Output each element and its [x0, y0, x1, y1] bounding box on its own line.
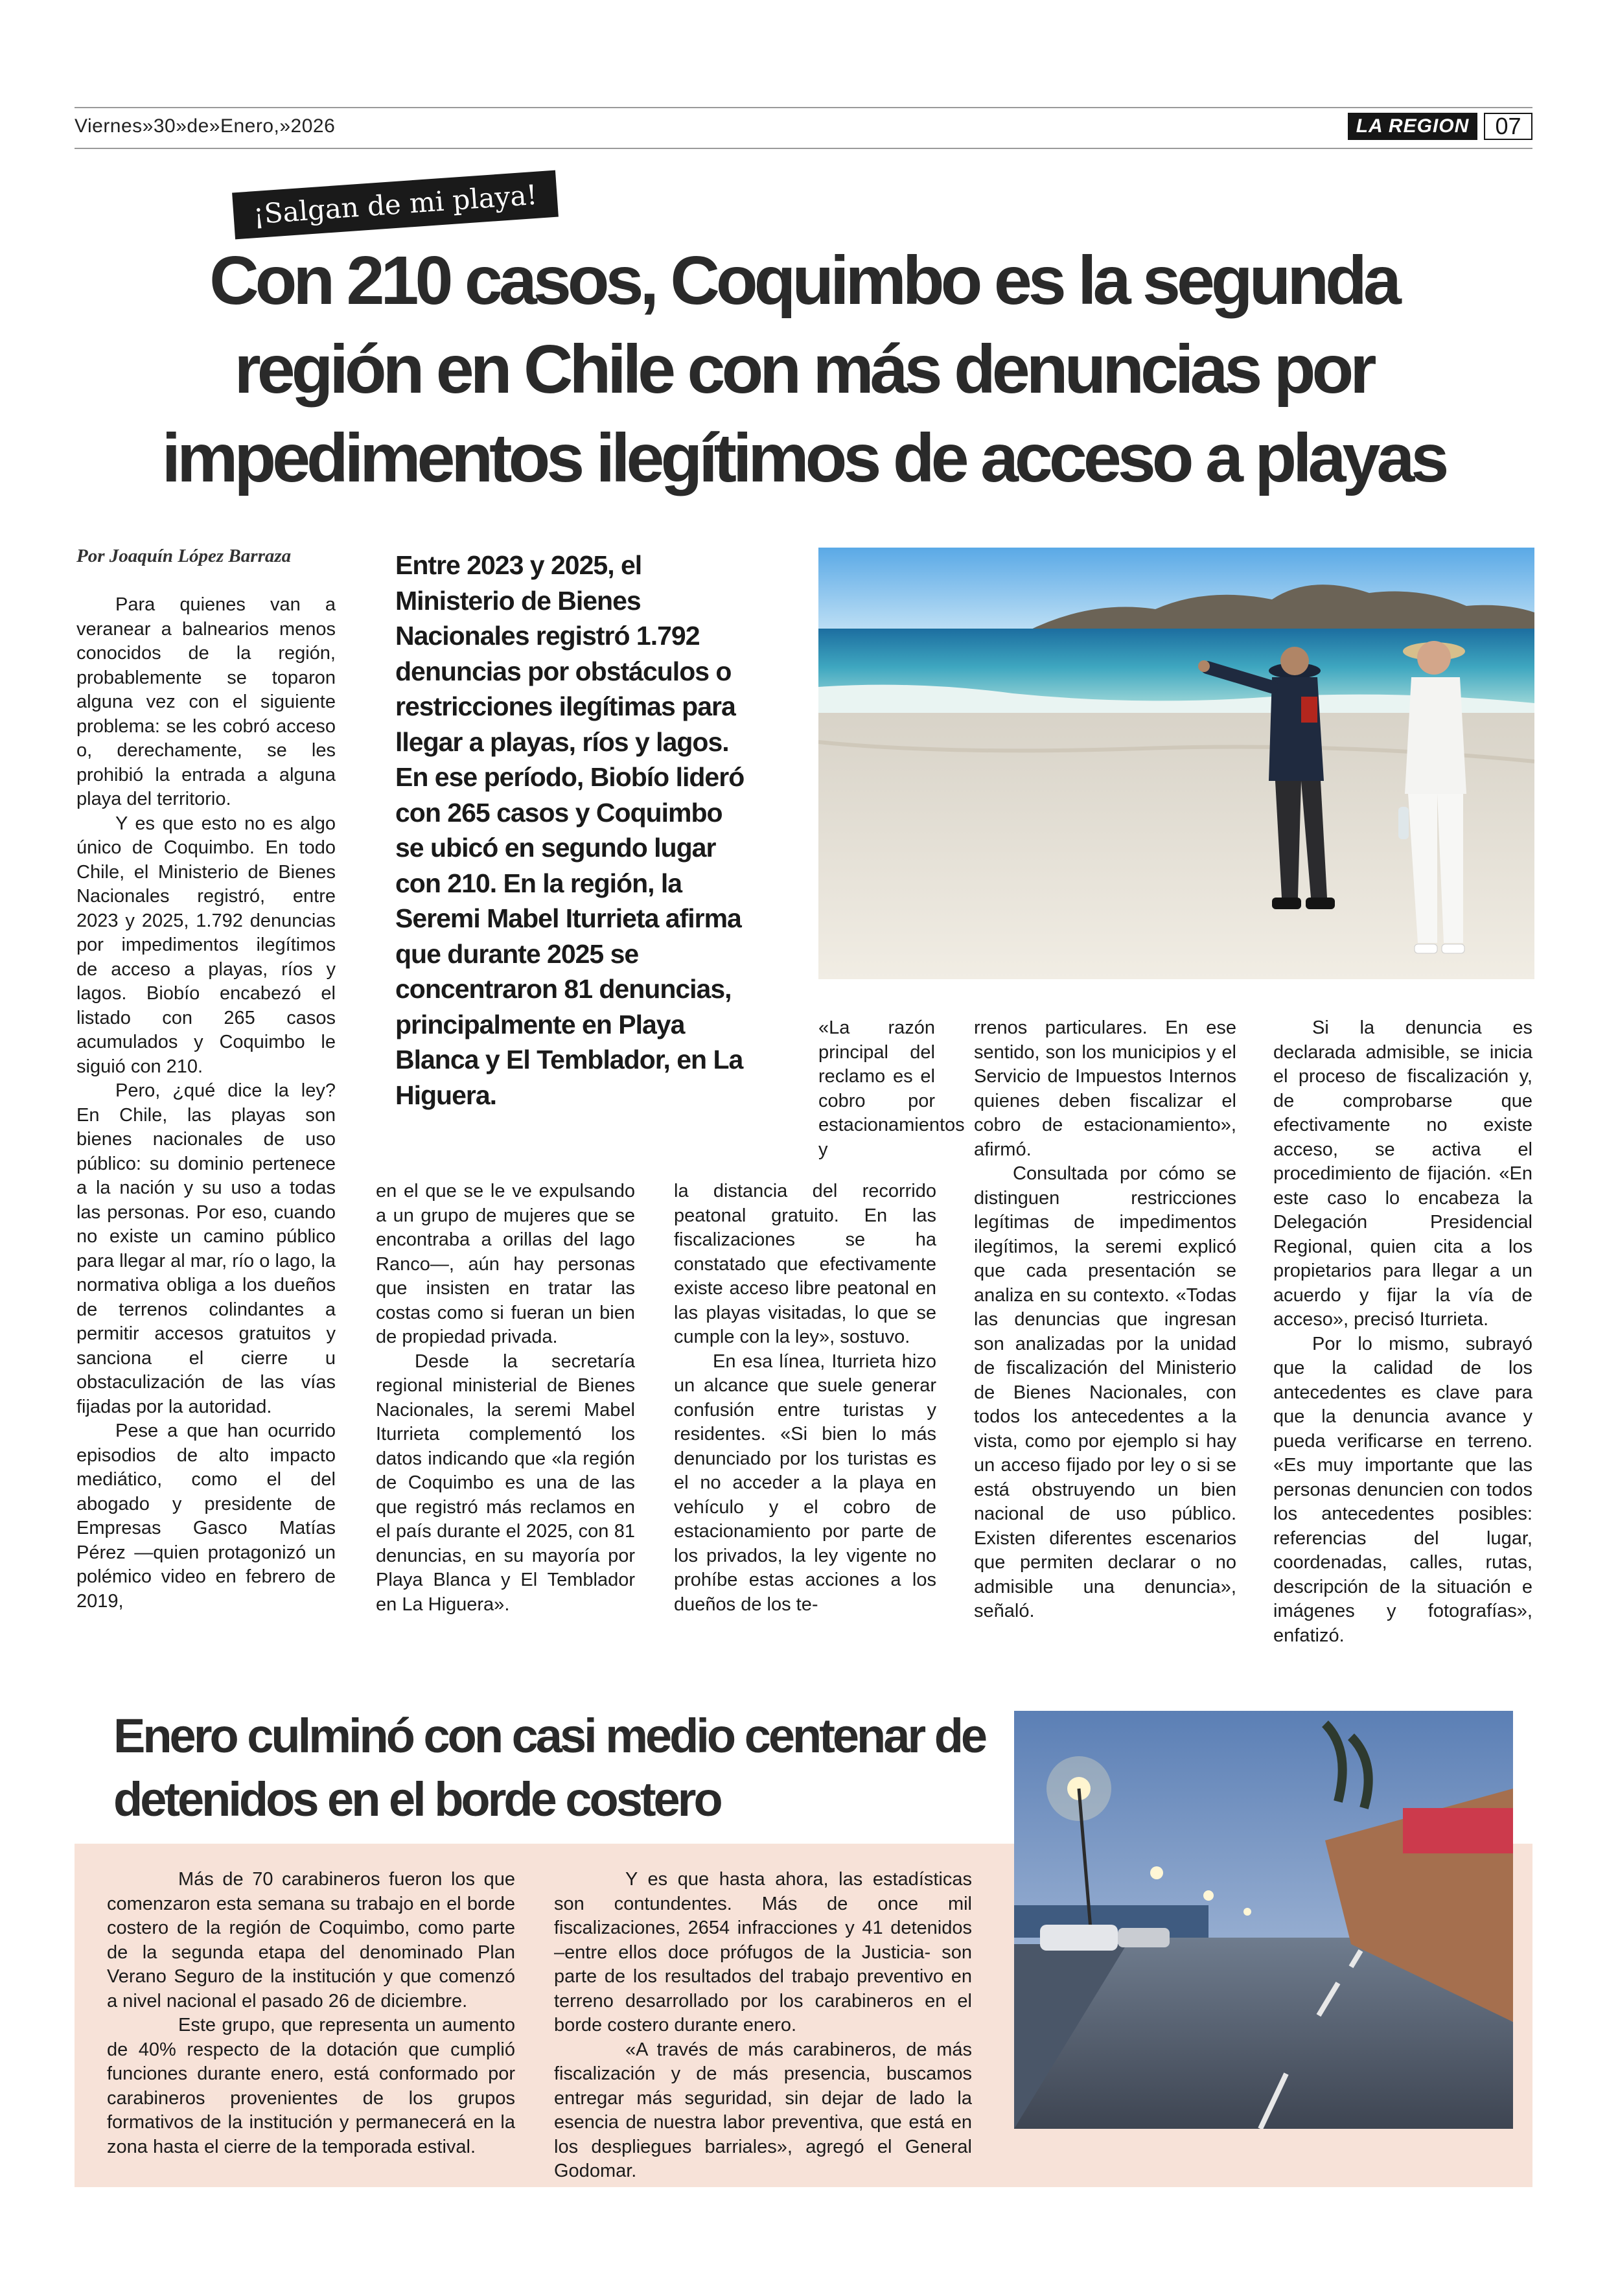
- article-column-4: [974, 1016, 1236, 1624]
- paragraph: Pero, ¿qué dice la ley? En Chile, las playas son bienes nacionales de uso público: su dominio pertenece a la nación y su uso a todas las personas. Por eso, cuando no existe un camino público para llegar al mar, río o lago, la normativa obliga a los dueños de terrenos colindantes a permitir accesos gratuitos y sanciona el cierre u obstaculización de las vías fijadas por la autoridad.: [76, 1080, 336, 1417]
- article-column-2: [376, 1179, 635, 1617]
- paragraph: la distancia del recorrido peatonal gratuito. En las fiscalizaciones se ha constatado que efectivamente existe acceso libre peatonal en las playas visitadas, lo que se cumple con la ley», sostuvo.: [674, 1181, 936, 1347]
- article-byline: Por Joaquín López Barraza: [76, 546, 292, 566]
- paragraph: Más de 70 carabineros fueron los que comenzaron esta semana su trabajo en el borde costero de la región de Coquimbo, como parte de la segunda etapa del denominado Plan Verano Seguro de la institución y que comenzó a nivel nacional el pasado 26 de diciembre.: [107, 1869, 515, 2012]
- paragraph: En esa línea, Iturrieta hizo un alcance que suele generar confusión entre turistas y residentes. «Si bien lo más denunciado por los turistas es el no acceder a la playa en vehículo y el cobro de estacionamiento por parte de los privados, la ley vigente no prohíbe estas acciones a los dueños de los te-: [674, 1351, 936, 1615]
- article-headline: Con 210 casos, Coquimbo es la segunda región en Chile con más denuncias por impedimentos ilegítimos de acceso a playas: [161, 242, 1446, 496]
- paragraph: Y es que esto no es algo único de Coquimbo. En todo Chile, el Ministerio de Bienes Nacionales registró, entre 2023 y 2025, 1.792 denuncias por impedimentos ilegítimos de acceso a playas, ríos y lagos. Biobío encabezó el listado con 265 casos acumulados y Coquimbo le siguió con 210.: [76, 813, 336, 1077]
- article-column-3-top: «La razón principal del reclamo es el cobro por estacionamientos y: [818, 1017, 965, 1160]
- header-bottom-rule: [75, 148, 1532, 149]
- paragraph: «A través de más carabineros, de más fiscalización y de más presencia, buscamos entregar más seguridad, sin dejar de lado la esencia de nuestra labor preventiva, que está en los despliegues barriales», agregó el General Godomar.: [554, 2039, 972, 2181]
- header-date: Viernes»30»de»Enero,»2026: [75, 115, 336, 137]
- article2-column-2: [554, 1868, 972, 2184]
- paragraph: Por lo mismo, subrayó que la calidad de los antecedentes es clave para que la denuncia avance y pueda verificarse en terreno. «Es muy importante que las personas denuncien con todos los antecedentes posibles: referencias del lugar, coordenadas, calles, rutas, descripción de la situación e imágenes y fotografías», enfatizó.: [1273, 1333, 1532, 1646]
- article-column-3: [674, 1179, 936, 1617]
- article2-column-1: [107, 1868, 515, 2159]
- paragraph: rrenos particulares. En ese sentido, son los municipios y el Servicio de Impuestos Internos quienes deben fiscalizar el cobro de estacionamiento», afirmó.: [974, 1017, 1236, 1160]
- paragraph: Si la denuncia es declarada admisible, se inicia el proceso de fiscalización y, de comprobarse que efectivamente no existe acceso, se activa el procedimiento de fijación. «En este caso lo encabeza la Delegación Presidencial Regional, quien cita a los propietarios para llegar a un acuerdo y fijar la vía de acceso», precisó Iturrieta.: [1273, 1017, 1532, 1330]
- paragraph: Consultada por cómo se distinguen restricciones legítimas de impedimentos ilegítimos, la seremi explicó que cada presentación se analiza en su contexto. «Todas las denuncias que ingresan son analizadas por la unidad de fiscalización del Ministerio de Bienes Nacionales, con todos los antecedentes a la vista, como por ejemplo si hay un acceso fijado por ley o si se está obstruyendo un bien nacional de uso público. Existen diferentes escenarios que permiten declarar o no admisible una denuncia», señaló.: [974, 1163, 1236, 1621]
- article2-headline: Enero culminó con casi medio centenar de detenidos en el borde costero: [113, 1709, 986, 1826]
- masthead-logo: LA REGION: [1348, 113, 1477, 140]
- paragraph: Pese a que han ocurrido episodios de alto impacto mediático, como el del abogado y presidente de Empresas Gasco Matías Pérez —quien protagonizó un polémico video en febrero de 2019,: [76, 1421, 336, 1612]
- coastal-avenue-night-photo: [1014, 1711, 1513, 2129]
- beach-inspection-photo: [818, 548, 1534, 979]
- paragraph: Desde la secretaría regional ministerial de Bienes Nacionales, la seremi Mabel Iturrieta complementó los datos indicando que «la región de Coquimbo es una de las que registró más reclamos en el país durante el 2025, con 81 denuncias, en su mayoría por Playa Blanca y El Temblador en La Higuera».: [376, 1351, 635, 1615]
- article-column-1: [76, 593, 336, 1614]
- header-top-rule: [75, 107, 1532, 108]
- paragraph: Este grupo, que representa un aumento de 40% respecto de la dotación que cumplió funciones durante enero, está conformado por carabineros provenientes de los grupos formativos de la institución y permanecerá en la zona hasta el cierre de la temporada estival.: [107, 2015, 515, 2157]
- article-column-5: [1273, 1016, 1532, 1648]
- paragraph: Para quienes van a veranear a balnearios menos conocidos de la región, probablemente se toparon alguna vez con el siguiente problema: se les cobró acceso o, derechamente, se les prohibió la entrada a alguna playa del territorio.: [76, 594, 336, 809]
- page-number: 07: [1484, 113, 1532, 140]
- paragraph: en el que se le ve expulsando a un grupo de mujeres que se encontraba a orillas del lago Ranco—, aún hay personas que insisten en tratar las costas como si fueran un bien de propiedad privada.: [376, 1181, 635, 1347]
- article-kicker: ¡Salgan de mi playa!: [232, 170, 559, 240]
- article-lead: Entre 2023 y 2025, el Ministerio de Bienes Nacionales registró 1.792 denuncias por obstáculos o restricciones ilegítimas para llegar a playas, ríos y lagos. En ese período, Biobío lideró con 265 casos y Coquimbo se ubicó en segundo lugar con 210. En la región, la Seremi Mabel Iturrieta afirma que durante 2025 se concentraron 81 denuncias, principalmente en Playa Blanca y El Temblador, en La Higuera.: [395, 550, 745, 1110]
- paragraph: Y es que hasta ahora, las estadísticas son contundentes. Más de once mil fiscalizaciones, 2654 infracciones y 41 detenidos –entre ellos doce prófugos de la Justicia- son parte de los resultados del trabajo preventivo en terreno desarrollado por los carabineros en el borde costero durante enero.: [554, 1869, 972, 2035]
